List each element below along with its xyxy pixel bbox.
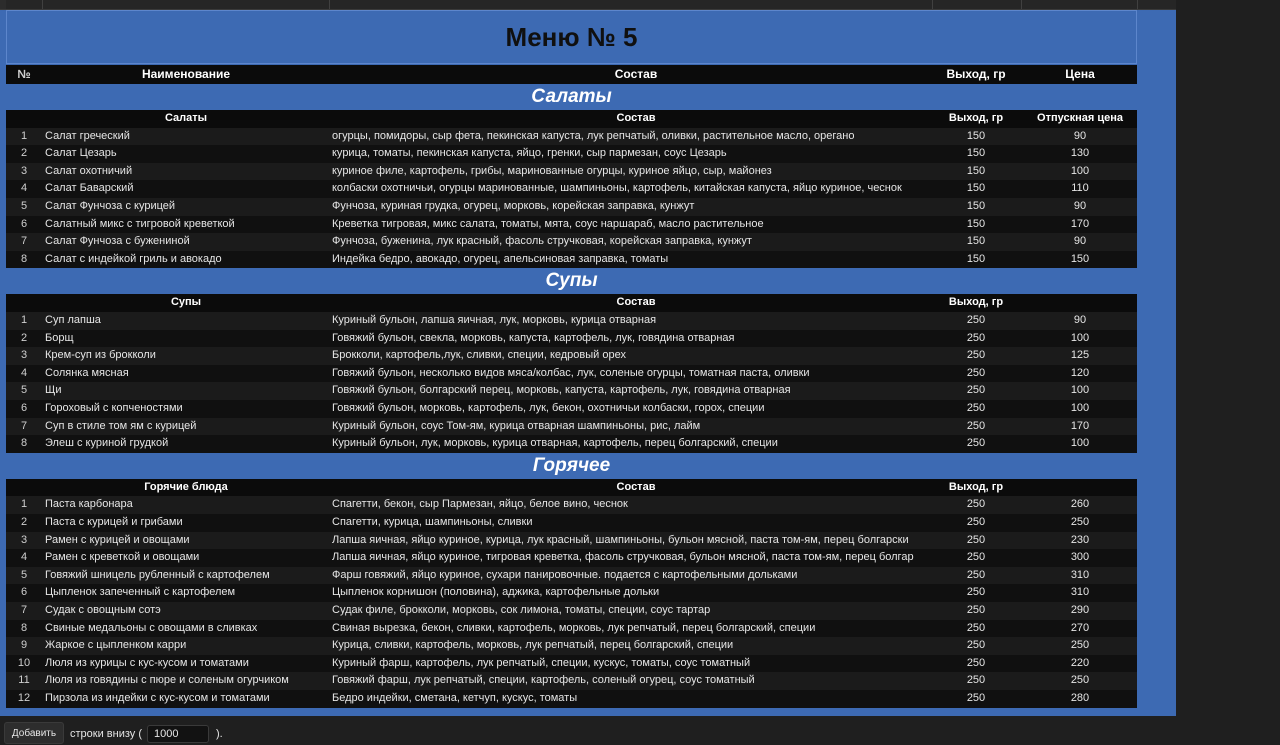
item-price[interactable]: 100 [1070,164,1090,177]
table-row[interactable] [6,435,1137,453]
item-price[interactable]: 100 [1070,384,1090,397]
item-output[interactable]: 150 [966,217,986,230]
table-row[interactable] [6,330,1137,348]
table-row[interactable] [6,655,1137,673]
item-composition[interactable]: Свиная вырезка, бекон, сливки, картофель, морковь, лук репчатый, перец болгарский, специи [332,621,816,634]
item-output[interactable]: 250 [966,331,986,344]
item-output[interactable]: 250 [966,366,986,379]
item-num[interactable]: 1 [20,129,28,142]
item-composition[interactable]: Говяжий бульон, морковь, картофель, лук, бекон, охотничьи колбаски, горох, специи [332,402,765,414]
item-composition[interactable]: Говяжий бульон, свекла, морковь, капуста, картофель, лук, говядина отварная [332,331,735,344]
item-composition[interactable]: Спагетти, курица, шампиньоны, сливки [332,516,533,528]
select-all-corner[interactable] [0,0,6,9]
item-composition[interactable]: курица, томаты, пекинская капуста, яйцо, гренки, сыр пармезан, соус Цезарь [332,147,727,160]
item-name[interactable]: Салат Баварский [45,182,134,195]
item-num[interactable]: 1 [20,314,28,326]
item-output[interactable]: 150 [966,252,986,265]
table-row[interactable] [6,216,1137,234]
item-price[interactable]: 125 [1070,349,1090,362]
item-num[interactable]: 6 [20,402,28,414]
section-header-price[interactable]: Отпускная цена [1037,112,1123,124]
table-row[interactable] [6,418,1137,436]
item-composition[interactable]: куриное филе, картофель, грибы, маринованные огурцы, куриное яйцо, сыр, майонез [332,164,772,177]
item-composition[interactable]: Индейка бедро, авокадо, огурец, апельсиновая заправка, томаты [332,252,669,265]
item-price[interactable]: 100 [1070,331,1090,344]
item-output[interactable]: 250 [966,551,986,564]
item-name[interactable]: Жаркое с цыпленком карри [45,639,187,652]
section-header-composition[interactable]: Состав [616,296,656,309]
table-row[interactable] [6,637,1137,655]
section-header-name[interactable]: Салаты [164,112,208,124]
item-num[interactable]: 7 [20,604,28,616]
item-output[interactable]: 250 [966,437,986,450]
section-header-composition[interactable]: Состав [616,480,656,493]
table-row[interactable] [6,251,1137,269]
item-name[interactable]: Паста с курицей и грибами [45,516,183,528]
item-num[interactable]: 7 [20,235,28,248]
item-num[interactable]: 8 [20,437,28,450]
table-row[interactable] [6,496,1137,514]
item-price[interactable]: 230 [1070,533,1090,546]
column-divider[interactable] [932,0,933,9]
item-composition[interactable]: Лапша яичная, яйцо куриное, тигровая креветка, фасоль стручковая, бульон мясной, паста том-ям, перец болгар [332,551,914,564]
table-row[interactable] [6,145,1137,163]
bottom-bar [0,716,1280,745]
column-divider[interactable] [329,0,330,9]
item-composition[interactable]: Лапша яичная, яйцо куриное, курица, лук красный, шампиньоны, бульон мясной, паста том-ям, перец болгарски [332,533,909,546]
item-composition[interactable]: Фунчоза, куриная грудка, огурец, морковь, корейская заправка, кунжут [332,200,695,212]
item-composition[interactable]: огурцы, помидоры, сыр фета, пекинская капуста, лук репчатый, оливки, растительное масло, орегано [332,129,855,142]
item-price[interactable]: 150 [1070,252,1090,265]
item-price[interactable]: 110 [1071,182,1089,195]
item-output[interactable]: 250 [966,533,986,546]
item-price[interactable]: 220 [1070,656,1090,669]
section-title[interactable]: Салаты [531,86,612,107]
item-composition[interactable]: колбаски охотничьи, огурцы маринованные, шампиньоны, картофель, китайская капуста, яйцо куриное, чеснок [332,182,902,195]
item-num[interactable]: 1 [20,498,28,511]
item-num[interactable]: 3 [20,349,28,362]
item-price[interactable]: 270 [1070,621,1090,634]
header-output[interactable]: Выход, гр [946,67,1006,81]
item-price[interactable]: 90 [1073,314,1087,326]
item-composition[interactable]: Куриный бульон, соус Том-ям, курица отварная шампиньоны, рис, лайм [332,419,701,432]
item-output[interactable]: 150 [966,182,986,195]
item-num[interactable]: 2 [20,147,28,160]
section-title[interactable]: Супы [545,270,598,292]
right-gutter [1176,0,1280,716]
item-output[interactable]: 250 [966,402,986,414]
item-output[interactable]: 250 [966,568,986,581]
item-price[interactable]: 290 [1070,604,1090,616]
table-row[interactable] [6,567,1137,585]
item-name[interactable]: Паста карбонара [45,498,133,511]
item-num[interactable]: 5 [20,384,28,397]
item-composition[interactable]: Куриный фарш, картофель, лук репчатый, специи, кускус, томаты, соус томатный [332,656,751,669]
section-header-row[interactable] [6,294,1137,312]
item-composition[interactable]: Говяжий фарш, лук репчатый, специи, картофель, соленый огурец, соус томатный [332,674,755,687]
column-header-strip [0,0,1176,10]
item-composition[interactable]: Курица, сливки, картофель, морковь, лук репчатый, перец болгарский, специи [332,639,734,652]
item-price[interactable]: 250 [1070,674,1090,687]
menu-title-cell[interactable] [6,10,1137,64]
item-name[interactable]: Судак с овощным сотэ [45,604,161,616]
item-name[interactable]: Элеш с куриной грудкой [45,437,169,450]
table-row[interactable] [6,690,1137,708]
item-num[interactable]: 4 [20,551,28,564]
item-name[interactable]: Салатный микс с тигровой креветкой [45,217,235,230]
table-header-row[interactable] [6,65,1137,84]
item-name[interactable]: Говяжий шницель рубленный с картофелем [45,568,270,581]
item-price[interactable]: 260 [1070,498,1090,511]
table-row[interactable] [6,312,1137,330]
header-price[interactable]: Цена [1065,67,1095,81]
item-output[interactable]: 250 [966,621,986,634]
item-output[interactable]: 150 [966,200,986,212]
item-num[interactable]: 8 [20,621,28,634]
item-composition[interactable]: Куриный бульон, лапша яичная, лук, морковь, курица отварная [332,314,657,326]
item-composition[interactable]: Фарш говяжий, яйцо куриное, сухари панировочные. подается с картофельными дольками [332,568,798,581]
item-num[interactable]: 12 [17,692,31,704]
item-num[interactable]: 6 [20,586,28,599]
section-header-row[interactable] [6,479,1137,497]
item-composition[interactable]: Спагетти, бекон, сыр Пармезан, яйцо, белое вино, чеснок [332,498,628,511]
item-num[interactable]: 5 [20,200,28,212]
item-composition[interactable]: Брокколи, картофель,лук, сливки, специи, кедровый орех [332,349,626,362]
item-price[interactable]: 100 [1070,437,1090,450]
table-row[interactable] [6,400,1137,418]
table-row[interactable] [6,514,1137,532]
item-output[interactable]: 250 [966,498,986,511]
rows-label-end: ). [216,728,223,740]
table-row[interactable] [6,602,1137,620]
table-row[interactable] [6,198,1137,216]
item-output[interactable]: 250 [966,384,986,397]
table-row[interactable] [6,672,1137,690]
item-price[interactable]: 170 [1070,419,1090,432]
header-num[interactable]: № [17,67,31,81]
add-rows-button[interactable]: Добавить [4,722,64,744]
item-composition[interactable]: Цыпленок корнишон (половина), аджика, картофельные дольки [332,586,660,599]
item-name[interactable]: Салат охотничий [45,164,133,177]
item-name[interactable]: Люля из говядины с пюре и соленым огурчиком [45,674,289,687]
item-name[interactable]: Пирзола из индейки с кус-кусом и томатами [45,692,270,704]
table-row[interactable] [6,180,1137,198]
item-composition[interactable]: Фунчоза, буженина, лук красный, фасоль стручковая, корейская заправка, кунжут [332,235,752,248]
item-composition[interactable]: Говяжий бульон, несколько видов мяса/колбас, лук, соленые огурцы, томатная паста, оливки [332,366,810,379]
table-row[interactable] [6,584,1137,602]
item-output[interactable]: 250 [966,656,986,669]
item-num[interactable]: 9 [20,639,28,652]
item-name[interactable]: Салат Фунчоза с бужениной [45,235,190,248]
item-name[interactable]: Салат Фунчоза с курицей [45,200,176,212]
item-composition[interactable]: Судак филе, брокколи, морковь, сок лимона, томаты, специи, соус тартар [332,604,711,616]
item-composition[interactable]: Говяжий бульон, болгарский перец, морковь, капуста, картофель, лук, говядина отварная [332,384,791,397]
section-header-output[interactable]: Выход, гр [948,296,1004,309]
section-header-output[interactable]: Выход, гр [948,112,1004,124]
item-price[interactable]: 90 [1073,235,1087,248]
item-num[interactable]: 11 [18,674,30,687]
item-output[interactable]: 150 [966,235,986,248]
item-composition[interactable]: Креветка тигровая, микс салата, томаты, мята, соус наршараб, масло растительное [332,217,764,230]
column-divider[interactable] [1021,0,1022,9]
rows-count-input[interactable] [147,725,209,743]
item-name[interactable]: Цыпленок запеченный с картофелем [45,586,236,599]
item-output[interactable]: 250 [966,639,986,652]
item-name[interactable]: Люля из курицы с кус-кусом и томатами [45,656,249,669]
item-price[interactable]: 310 [1070,586,1090,599]
item-output[interactable]: 250 [966,516,986,528]
column-divider[interactable] [42,0,43,9]
item-num[interactable]: 3 [20,164,28,177]
item-name[interactable]: Салат греческий [45,129,130,142]
section-header-composition[interactable]: Состав [616,112,656,124]
item-output[interactable]: 250 [966,674,986,687]
item-composition[interactable]: Бедро индейки, сметана, кетчуп, кускус, томаты [332,692,578,704]
table-row[interactable] [6,532,1137,550]
item-name[interactable]: Солянка мясная [45,366,129,379]
item-name[interactable]: Крем-суп из брокколи [45,349,156,362]
item-name[interactable]: Щи [45,384,62,397]
item-price[interactable]: 310 [1070,568,1090,581]
spreadsheet-grid[interactable] [0,10,1176,716]
item-name[interactable]: Суп лапша [45,314,101,326]
item-price[interactable]: 250 [1070,516,1090,528]
item-name[interactable]: Гороховый с копченостями [45,402,183,414]
menu-title: Меню № 5 [505,21,638,52]
item-num[interactable]: 7 [20,419,28,432]
header-name[interactable]: Наименование [141,67,231,81]
item-num[interactable]: 2 [20,516,28,528]
section-header-name[interactable]: Горячие блюда [144,480,228,493]
item-price[interactable]: 90 [1073,200,1087,212]
item-name[interactable]: Салат с индейкой гриль и авокадо [45,252,222,265]
item-num[interactable]: 4 [20,182,28,195]
section-title[interactable]: Горячее [532,454,611,476]
item-num[interactable]: 8 [20,252,28,265]
item-price[interactable]: 100 [1070,402,1090,414]
table-row[interactable] [6,128,1137,146]
item-output[interactable]: 250 [966,692,986,704]
item-output[interactable]: 150 [966,129,986,142]
table-row[interactable] [6,347,1137,365]
item-num[interactable]: 6 [20,217,28,230]
rows-label: строки внизу ( [70,728,142,740]
table-row[interactable] [6,233,1137,251]
header-composition[interactable]: Состав [614,67,658,81]
item-output[interactable]: 150 [966,147,986,160]
section-header-name[interactable]: Супы [170,296,202,309]
item-output[interactable]: 250 [966,314,986,326]
item-output[interactable]: 250 [966,586,986,599]
table-row[interactable] [6,549,1137,567]
item-num[interactable]: 5 [20,568,28,581]
item-num[interactable]: 2 [20,331,28,344]
section-header-row[interactable] [6,110,1137,128]
item-num[interactable]: 4 [20,366,28,379]
item-price[interactable]: 300 [1070,551,1090,564]
column-divider[interactable] [1137,0,1138,9]
item-price[interactable]: 130 [1070,147,1090,160]
item-composition[interactable]: Куриный бульон, лук, морковь, курица отварная, картофель, перец болгарский, специи [332,437,778,450]
table-row[interactable] [6,382,1137,400]
item-name[interactable]: Рамен с креветкой и овощами [45,551,200,564]
item-output[interactable]: 250 [966,349,986,362]
item-price[interactable]: 90 [1073,129,1087,142]
table-row[interactable] [6,365,1137,383]
item-name[interactable]: Суп в стиле том ям с курицей [45,419,197,432]
item-price[interactable]: 250 [1070,639,1090,652]
item-output[interactable]: 250 [966,604,986,616]
section-header-output[interactable]: Выход, гр [948,480,1004,493]
table-row[interactable] [6,620,1137,638]
item-name[interactable]: Рамен с курицей и овощами [45,533,190,546]
item-price[interactable]: 170 [1070,217,1090,230]
item-name[interactable]: Борщ [45,331,74,344]
item-name[interactable]: Салат Цезарь [45,147,117,160]
item-num[interactable]: 10 [17,656,31,669]
item-price[interactable]: 280 [1070,692,1090,704]
item-output[interactable]: 150 [966,164,986,177]
item-num[interactable]: 3 [20,533,28,546]
item-price[interactable]: 120 [1070,366,1090,379]
item-output[interactable]: 250 [966,419,986,432]
item-name[interactable]: Свиные медальоны с овощами в сливках [45,621,258,634]
table-row[interactable] [6,163,1137,181]
